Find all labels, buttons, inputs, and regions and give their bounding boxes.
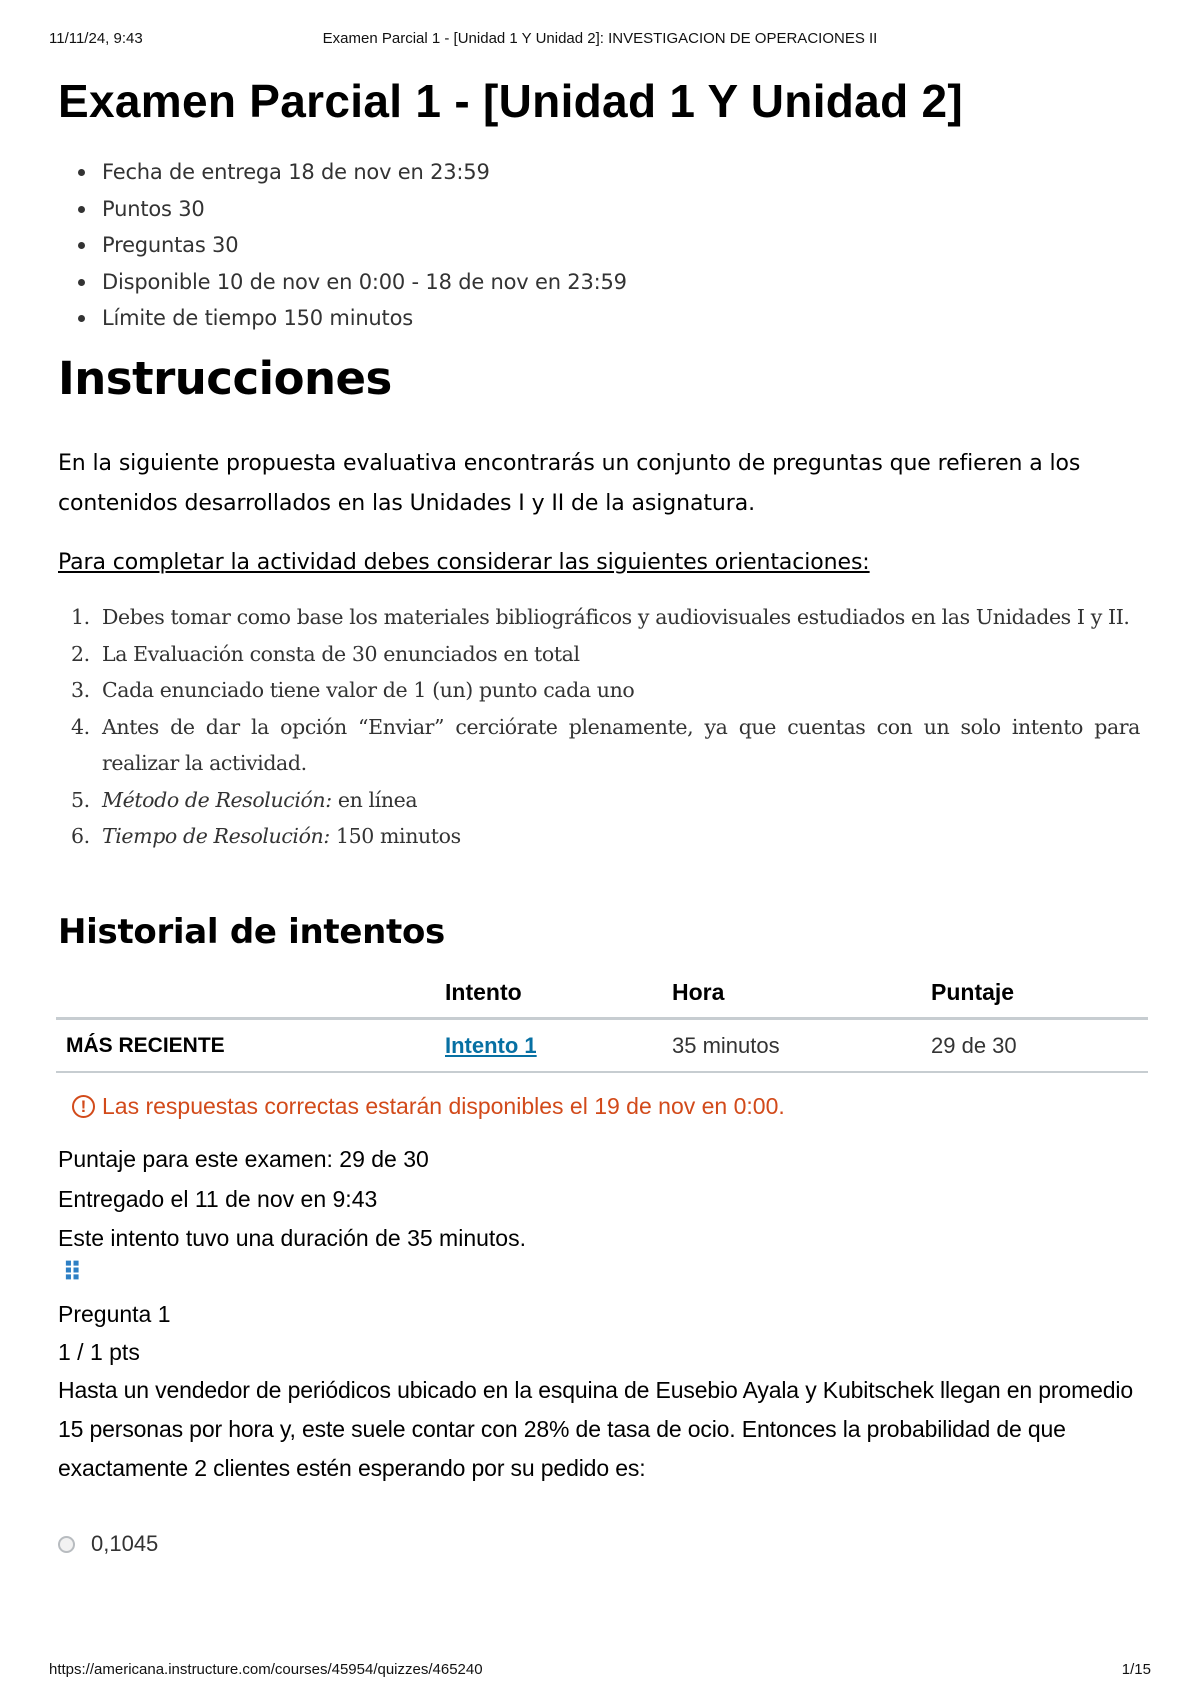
quiz-title: Examen Parcial 1 - [Unidad 1 Y Unidad 2]: [58, 75, 964, 127]
attempt-link[interactable]: Intento 1: [445, 1032, 537, 1058]
question-title: Pregunta 1: [58, 1301, 171, 1327]
column-header-score: Puntaje: [931, 967, 1148, 1019]
attempts-table: [56, 967, 1148, 1073]
column-header-time: Hora: [672, 967, 931, 1019]
instructions-intro: En la siguiente propuesta evaluativa encontrarás un conjunto de preguntas que refieren a los contenidos desarrollados en las Unidades I y II de la asignatura.: [58, 451, 1081, 516]
table-header-row: [56, 967, 1148, 1019]
notice-text: Las respuestas correctas estarán disponibles el 19 de nov en 0:00.: [102, 1093, 785, 1119]
score-summary: Puntaje para este examen: 29 de 30: [58, 1146, 429, 1172]
score-cell: 29 de 30: [931, 1019, 1148, 1073]
bullet-icon: [78, 206, 85, 213]
table-row: [56, 1019, 1148, 1073]
detail-available: Disponible 10 de nov en 0:00 - 18 de nov en 23:59: [58, 264, 627, 301]
answer-option[interactable]: [58, 1531, 158, 1557]
step-item: 4. Antes de dar la opción “Enviar” cerciórate plenamente, ya que cuentas con un solo intento para realizar la actividad.: [71, 714, 1140, 775]
step-item: 5. Método de Resolución: en línea: [71, 787, 418, 812]
answer-text: 0,1045: [91, 1531, 159, 1556]
detail-questions: Preguntas 30: [58, 227, 627, 264]
print-header: [0, 30, 1200, 50]
print-page-number: 1/15: [1121, 1661, 1151, 1678]
quiz-details: [58, 154, 627, 337]
question-block: [58, 1295, 1146, 1488]
instructions-steps: [58, 599, 1140, 855]
orientation-heading: Para completar la actividad debes considerar las siguientes orientaciones:: [58, 550, 870, 575]
print-datetime: 11/11/24, 9:43: [49, 30, 143, 47]
duration-summary: Este intento tuvo una duración de 35 minutos.: [58, 1225, 526, 1251]
detail-points: Puntos 30: [58, 191, 627, 228]
step-item: 3. Cada enunciado tiene valor de 1 (un) punto cada uno: [71, 678, 635, 702]
radio-button[interactable]: [58, 1536, 75, 1553]
print-url: https://americana.instructure.com/courses/45954/quizzes/465240: [49, 1661, 483, 1678]
column-header-attempt: Intento: [445, 967, 672, 1019]
detail-due-date: Fecha de entrega 18 de nov en 23:59: [58, 154, 627, 191]
step-item: 1. Debes tomar como base los materiales bibliográficos y audiovisuales estudiados en las Unidades I y II.: [71, 605, 1130, 629]
question-points: 1 / 1 pts: [58, 1339, 140, 1365]
answers-availability-notice: [72, 1093, 785, 1120]
drag-handle-icon[interactable]: ⠿: [62, 1257, 83, 1287]
question-text: Hasta un vendedor de periódicos ubicado en la esquina de Eusebio Ayala y Kubitschek llegan en promedio 15 personas por hora y, este suele contar con 28% de tasa de ocio. Entonces la probabilidad de que exactamente 2 clientes estén esperando por su pedido es:: [58, 1377, 1133, 1481]
bullet-icon: [78, 279, 85, 286]
step-item: 2. La Evaluación consta de 30 enunciados en total: [71, 641, 580, 666]
history-heading: Historial de intentos: [58, 912, 445, 952]
attempt-summary: [58, 1140, 526, 1259]
bullet-icon: [78, 169, 85, 176]
time-cell: 35 minutos: [672, 1019, 931, 1073]
print-doc-title: Examen Parcial 1 - [Unidad 1 Y Unidad 2]: INVESTIGACION DE OPERACIONES II: [322, 30, 878, 47]
attempt-cell: [445, 1019, 672, 1073]
instructions-heading: Instrucciones: [58, 352, 392, 405]
step-item: 6. Tiempo de Resolución: 150 minutos: [71, 824, 461, 848]
submitted-summary: Entregado el 11 de nov en 9:43: [58, 1185, 378, 1212]
alert-circle-icon: !: [72, 1095, 95, 1118]
detail-time-limit: Límite de tiempo 150 minutos: [58, 300, 627, 337]
bullet-icon: [78, 242, 85, 249]
bullet-icon: [78, 315, 85, 322]
column-header: [56, 967, 445, 1019]
row-label: MÁS RECIENTE: [56, 1019, 445, 1073]
